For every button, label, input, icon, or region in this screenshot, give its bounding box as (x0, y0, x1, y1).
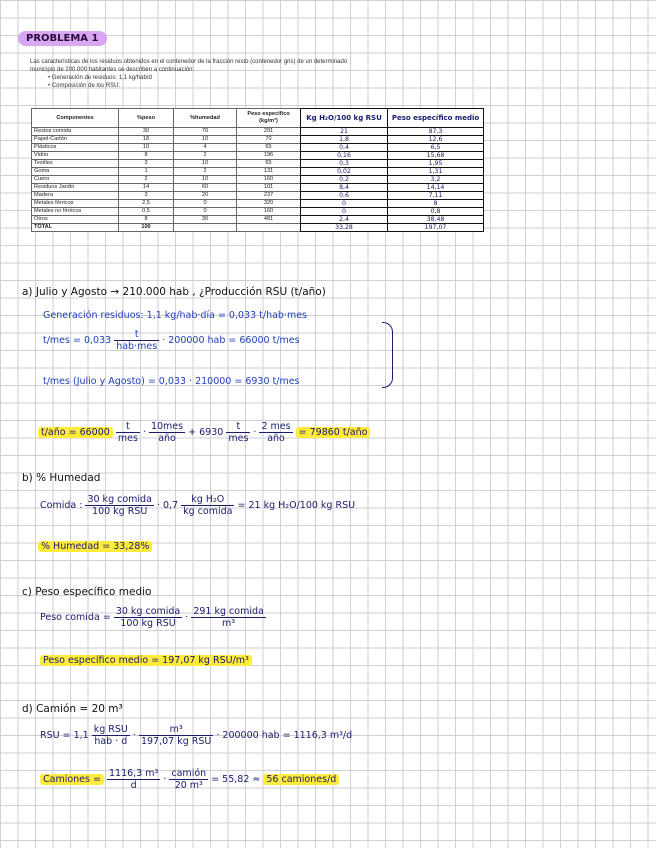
section-c-heading: c) Peso específico medio (22, 586, 152, 598)
hand-table-cell: 38,48 (388, 216, 484, 224)
hand-table-cell: 8 (388, 200, 484, 208)
table-cell: 101 (237, 184, 301, 192)
table-cell: Metales férricos (32, 200, 119, 208)
table-cell: 10 (174, 136, 237, 144)
table-cell: 8 (119, 216, 174, 224)
table-cell: Madera (32, 192, 119, 200)
section-b-calc: Comida : $\frac{\text{30 kg comida}}{\text{100 kg RSU}}$ · 0,7 $\frac{\text{kg H₂O}}{\text{kg comida}}$ = 21 kg H₂O/100 kg RSU (40, 494, 356, 517)
rsu-composition-table (31, 108, 301, 232)
table-row (32, 160, 301, 168)
table-cell: 160 (237, 208, 301, 216)
hand-table-row (301, 152, 484, 160)
table-cell: 0 (174, 208, 237, 216)
table-cell: 160 (237, 176, 301, 184)
table-row (32, 208, 301, 216)
table-cell: 2,5 (119, 200, 174, 208)
hand-table-row (301, 144, 484, 152)
hand-table-cell: 0 (301, 208, 388, 216)
table-cell: 0 (174, 200, 237, 208)
hand-table-row (301, 168, 484, 176)
table-cell: 3 (119, 192, 174, 200)
hand-table-cell: 0,02 (301, 168, 388, 176)
hand-table-row (301, 176, 484, 184)
section-a-heading: a) Julio y Agosto → 210.000 hab , ¿Producción RSU (t/año) (22, 286, 326, 298)
table-cell: 100 (119, 224, 174, 232)
hand-table-cell: 1,8 (301, 136, 388, 144)
table-cell: 10 (174, 160, 237, 168)
right-brace (382, 322, 393, 388)
table-cell: 20 (174, 192, 237, 200)
col-header-components: Componentes (32, 109, 119, 128)
table-row (32, 128, 301, 136)
hand-table-row (301, 184, 484, 192)
hand-table-cell: 0,6 (301, 192, 388, 200)
table-row (32, 136, 301, 144)
hand-table-row (301, 136, 484, 144)
table-cell: Goma (32, 168, 119, 176)
hand-table-row (301, 224, 484, 232)
hand-table-cell: 8,4 (301, 184, 388, 192)
section-a-generation: Generación residuos: 1,1 kg/hab·día = 0,033 t/hab·mes (43, 310, 308, 321)
table-cell: 10 (174, 176, 237, 184)
table-row (32, 152, 301, 160)
table-cell: 60 (174, 184, 237, 192)
bullet-generation: • Generación de residuos: 1,1 kg/hab/d (48, 75, 152, 81)
table-row (32, 200, 301, 208)
section-c-calc: Peso comida = $\frac{\text{30 kg comida}}{\text{100 kg RSU}}$ · $\frac{\text{291 kg comida}}{\text{m³}}$ (40, 606, 264, 629)
handwritten-results-table (300, 108, 484, 232)
table-cell: 2 (119, 176, 174, 184)
table-cell: 14 (119, 184, 174, 192)
table-cell: Cuero (32, 176, 119, 184)
hand-table-cell: 1,95 (388, 160, 484, 168)
problem-statement (30, 58, 360, 90)
table-cell: 4 (174, 144, 237, 152)
hand-table-row (301, 200, 484, 208)
hand-table-cell: 87,3 (388, 128, 484, 136)
table-cell (237, 224, 301, 232)
table-row (32, 184, 301, 192)
table-cell: 70 (237, 136, 301, 144)
table-cell: TOTAL (32, 224, 119, 232)
table-cell: 320 (237, 200, 301, 208)
table-cell: 70 (174, 128, 237, 136)
table-cell: 0,5 (119, 208, 174, 216)
col-header-specific-weight: Peso específico (kg/m³) (237, 109, 301, 128)
hand-table-cell: 0 (301, 200, 388, 208)
table-cell: Metales no férricos (32, 208, 119, 216)
table-cell: 30 (174, 216, 237, 224)
table-cell: Textiles (32, 160, 119, 168)
bullet-composition: • Composición de los RSU: (48, 83, 121, 89)
table-cell: Vidrio (32, 152, 119, 160)
hand-table-cell: 14,14 (388, 184, 484, 192)
hand-table-row (301, 216, 484, 224)
table-cell: 18 (119, 136, 174, 144)
problem-title-badge: PROBLEMA 1 (18, 31, 107, 46)
col-header-avg-specific-weight: Peso específico medio (388, 109, 484, 128)
table-cell: 65 (237, 160, 301, 168)
hand-table-row (301, 192, 484, 200)
hand-table-row (301, 208, 484, 216)
table-cell: 30 (119, 128, 174, 136)
table-header-row (32, 109, 301, 128)
section-d-result: Camiones = $\frac{\text{1116,3 m³}}{d}$ · $\frac{\text{camión}}{\text{20 m³}}$ = 55,82 ≈ 56 camiones/d (40, 768, 339, 791)
table-row (32, 144, 301, 152)
table-cell: 1 (119, 168, 174, 176)
col-header-water: Kg H₂O/100 kg RSU (301, 109, 388, 128)
section-b-result: % Humedad = 33,28% (38, 541, 152, 552)
table-cell: 291 (237, 128, 301, 136)
section-d-heading: d) Camión = 20 m³ (22, 703, 123, 715)
table-row (32, 176, 301, 184)
table-cell: 2 (174, 168, 237, 176)
table-cell: 131 (237, 168, 301, 176)
col-header-humidity: %humedad (174, 109, 237, 128)
hand-table-cell: 197,07 (388, 224, 484, 232)
intro-text: Las características de los residuos obtenidos en el contenedor de la fracción resto (contenedor gris) de un determinado municipio de 200.000 habitantes se describen a continuación: (30, 59, 348, 73)
col-header-weight: %peso (119, 109, 174, 128)
table-cell: 10 (119, 144, 174, 152)
table-cell: 237 (237, 192, 301, 200)
table-row (32, 224, 301, 232)
table-cell: 196 (237, 152, 301, 160)
table-row (32, 216, 301, 224)
table-cell: Residuos Jardín (32, 184, 119, 192)
table-cell: 8 (119, 152, 174, 160)
table-row (32, 192, 301, 200)
intro-bullets (30, 74, 360, 90)
table-cell: Restos comida (32, 128, 119, 136)
table-cell: Otros (32, 216, 119, 224)
table-cell: 3 (119, 160, 174, 168)
section-d-calc: RSU = 1,1 $\frac{\text{kg RSU}}{\text{hab · d}}$ · $\frac{\text{m³}}{\text{197,07 kg RSU}}$ · 200000 hab = 1116,3 m³/d (40, 724, 353, 747)
table-cell: Plásticos (32, 144, 119, 152)
hand-table-cell: 15,68 (388, 152, 484, 160)
table-cell: Papel-Cartón (32, 136, 119, 144)
hand-table-cell: 0,4 (301, 144, 388, 152)
table-cell: 65 (237, 144, 301, 152)
section-a-annual: t/año = 66000 $\frac{t}{\text{mes}}$ · $\frac{\text{10mes}}{\text{año}}$ + 6930 $\frac{t}{\text{mes}}$ · $\frac{\text{2 mes}}{\text{año}}$ = 79860 t/año (38, 421, 370, 444)
hand-table-cell: 3,2 (388, 176, 484, 184)
hand-table-cell: 21 (301, 128, 388, 136)
section-c-result: Peso específico medio = 197,07 kg RSU/m³ (40, 655, 252, 666)
hand-table-cell: 0,8 (388, 208, 484, 216)
table-cell (174, 224, 237, 232)
hand-table-header-row (301, 109, 484, 128)
hand-table-row (301, 160, 484, 168)
table-cell: 481 (237, 216, 301, 224)
hand-table-cell: 12,6 (388, 136, 484, 144)
hand-table-cell: 33,28 (301, 224, 388, 232)
hand-table-cell: 1,31 (388, 168, 484, 176)
hand-table-cell: 0,3 (301, 160, 388, 168)
section-a-summer: t/mes (Julio y Agosto) = 0,033 · 210000 = 6930 t/mes (43, 376, 300, 387)
table-row (32, 168, 301, 176)
hand-table-cell: 6,5 (388, 144, 484, 152)
hand-table-cell: 0,16 (301, 152, 388, 160)
hand-table-cell: 2,4 (301, 216, 388, 224)
hand-table-cell: 0,2 (301, 176, 388, 184)
table-cell: 2 (174, 152, 237, 160)
section-b-heading: b) % Humedad (22, 472, 101, 484)
section-a-monthly: t/mes = 0,033 $\frac{t}{\text{hab·mes}}$ · 200000 hab = 66000 t/mes (43, 329, 300, 352)
hand-table-cell: 7,11 (388, 192, 484, 200)
hand-table-row (301, 128, 484, 136)
